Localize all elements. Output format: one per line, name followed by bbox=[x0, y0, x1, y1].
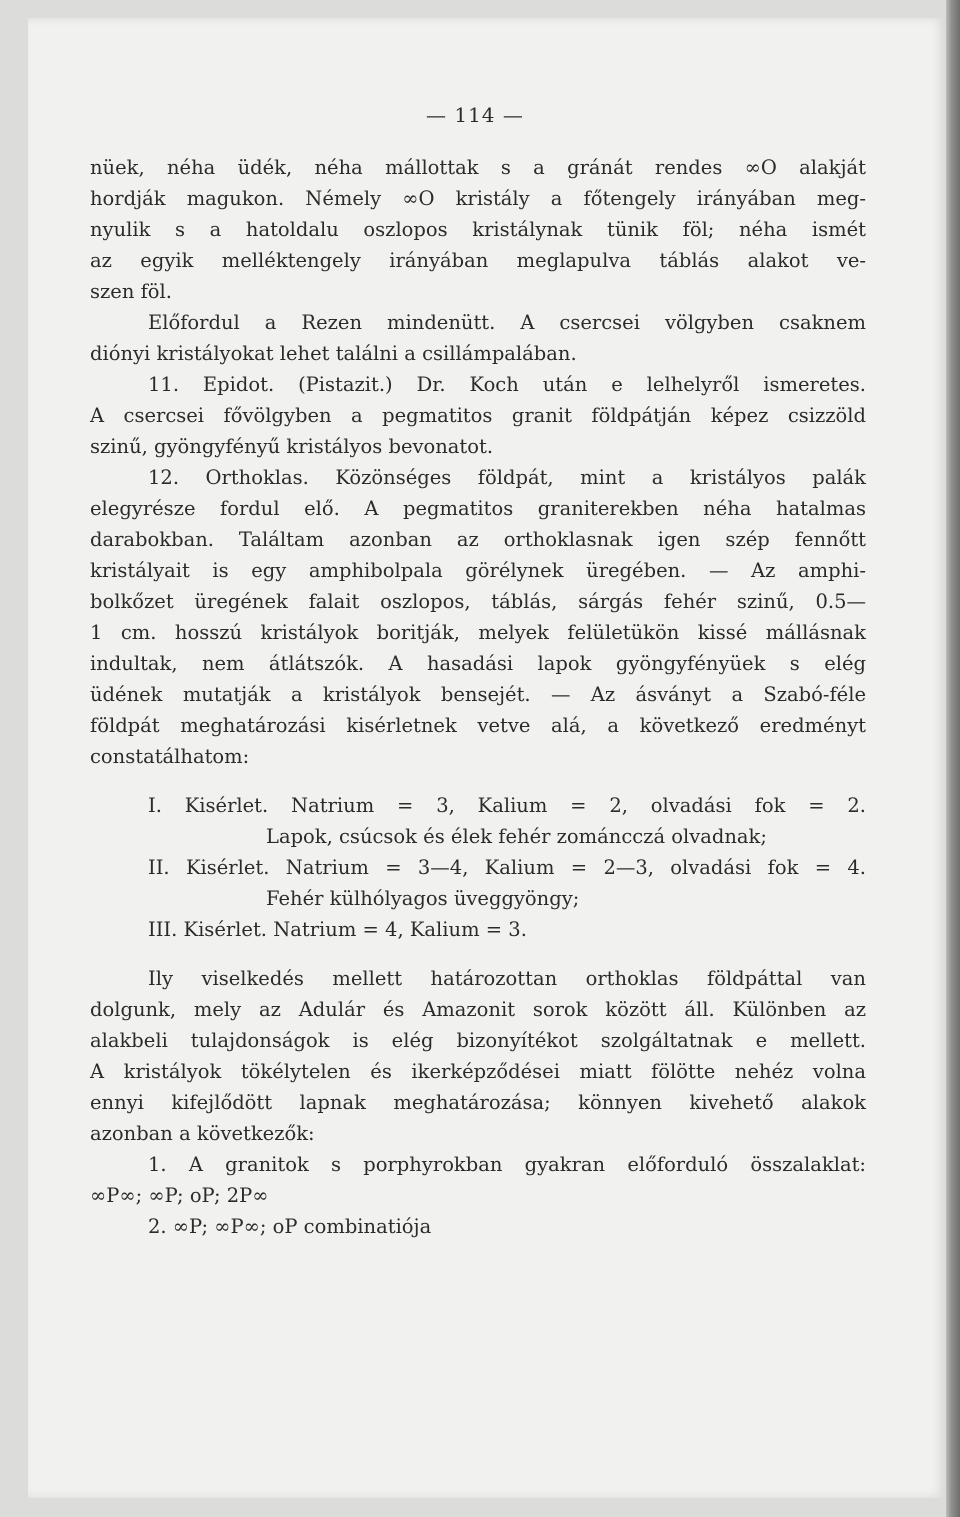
text-line: alakbeli tulajdonságok is elég bizonyítékot szolgáltatnak e mellett. bbox=[90, 1029, 866, 1052]
text-line: Ily viselkedés mellett határozottan orthoklas földpáttal van bbox=[148, 967, 866, 990]
paragraph-gap bbox=[90, 945, 866, 963]
page-number: — 114 — bbox=[426, 103, 524, 127]
text-line: diónyi kristályokat lehet találni a csillámpalában. bbox=[90, 342, 577, 365]
text-line: szinű, gyöngyfényű kristályos bevonatot. bbox=[90, 435, 494, 458]
body-text bbox=[90, 152, 866, 1242]
text-line: az egyik melléktengely irányában meglapulva táblás alakot ve- bbox=[90, 249, 866, 272]
text-line: kristályait is egy amphibolpala görélynek üregében. — Az amphi- bbox=[90, 559, 866, 582]
text-line: hordják magukon. Némely ∞O kristály a főtengely irányában meg- bbox=[90, 187, 866, 210]
text-line: 11. Epidot. (Pistazit.) Dr. Koch után e lelhelyről ismeretes. bbox=[148, 373, 866, 396]
text-line: bolkőzet üregének falait oszlopos, táblás, sárgás fehér szinű, 0.5— bbox=[90, 590, 866, 613]
text-line: ennyi kifejlődött lapnak meghatározása; könnyen kivehető alakok bbox=[90, 1091, 866, 1114]
text-line: indultak, nem átlátszók. A hasadási lapok gyöngyfényüek s elég bbox=[90, 652, 866, 675]
text-line: 1. A granitok s porphyrokban gyakran előforduló összalaklat: bbox=[148, 1153, 866, 1176]
text-line: constatálhatom: bbox=[90, 745, 250, 768]
text-line: nüek, néha üdék, néha mállottak s a gránát rendes ∞O alakját bbox=[90, 156, 866, 179]
text-line: elegyrésze fordul elő. A pegmatitos graniterekben néha hatalmas bbox=[90, 497, 866, 520]
text-line: A kristályok tökélytelen és ikerképződései miatt fölötte nehéz volna bbox=[90, 1060, 866, 1083]
text-line: nyulik s a hatoldalu oszlopos kristálynak tünik föl; néha ismét bbox=[90, 218, 866, 241]
text-line: földpát meghatározási kisérletnek vetve alá, a következő eredményt bbox=[90, 714, 866, 737]
text-line: Fehér külhólyagos üveggyöngy; bbox=[266, 887, 580, 910]
text-line: üdének mutatják a kristályok bensejét. — Az ásványt a Szabó-féle bbox=[90, 683, 866, 706]
text-line: A csercsei fővölgyben a pegmatitos granit földpátján képez csizzöld bbox=[90, 404, 866, 427]
text-line: Előfordul a Rezen mindenütt. A csercsei völgyben csaknem bbox=[148, 311, 866, 334]
text-line: I. Kisérlet. Natrium = 3, Kalium = 2, olvadási fok = 2. bbox=[148, 794, 866, 817]
text-line: azonban a következők: bbox=[90, 1122, 315, 1145]
text-line: II. Kisérlet. Natrium = 3—4, Kalium = 2—3, olvadási fok = 4. bbox=[148, 856, 866, 879]
text-line: szen föl. bbox=[90, 280, 172, 303]
paragraph-gap bbox=[90, 772, 866, 790]
text-line: III. Kisérlet. Natrium = 4, Kalium = 3. bbox=[148, 918, 527, 941]
page-edge bbox=[946, 0, 960, 1517]
text-line: dolgunk, mely az Adulár és Amazonit sorok között áll. Különben az bbox=[90, 998, 866, 1021]
text-line: darabokban. Találtam azonban az orthoklasnak igen szép fennőtt bbox=[90, 528, 866, 551]
text-line: Lapok, csúcsok és élek fehér zománcczá olvadnak; bbox=[266, 825, 767, 848]
text-line: 1 cm. hosszú kristályok boritják, melyek felületükön kissé mállásnak bbox=[90, 621, 866, 644]
text-line: ∞P∞; ∞P; oP; 2P∞ bbox=[90, 1184, 269, 1207]
text-line: 2. ∞P; ∞P∞; oP combinatiója bbox=[148, 1215, 432, 1238]
text-line: 12. Orthoklas. Közönséges földpát, mint a kristályos palák bbox=[148, 466, 866, 489]
